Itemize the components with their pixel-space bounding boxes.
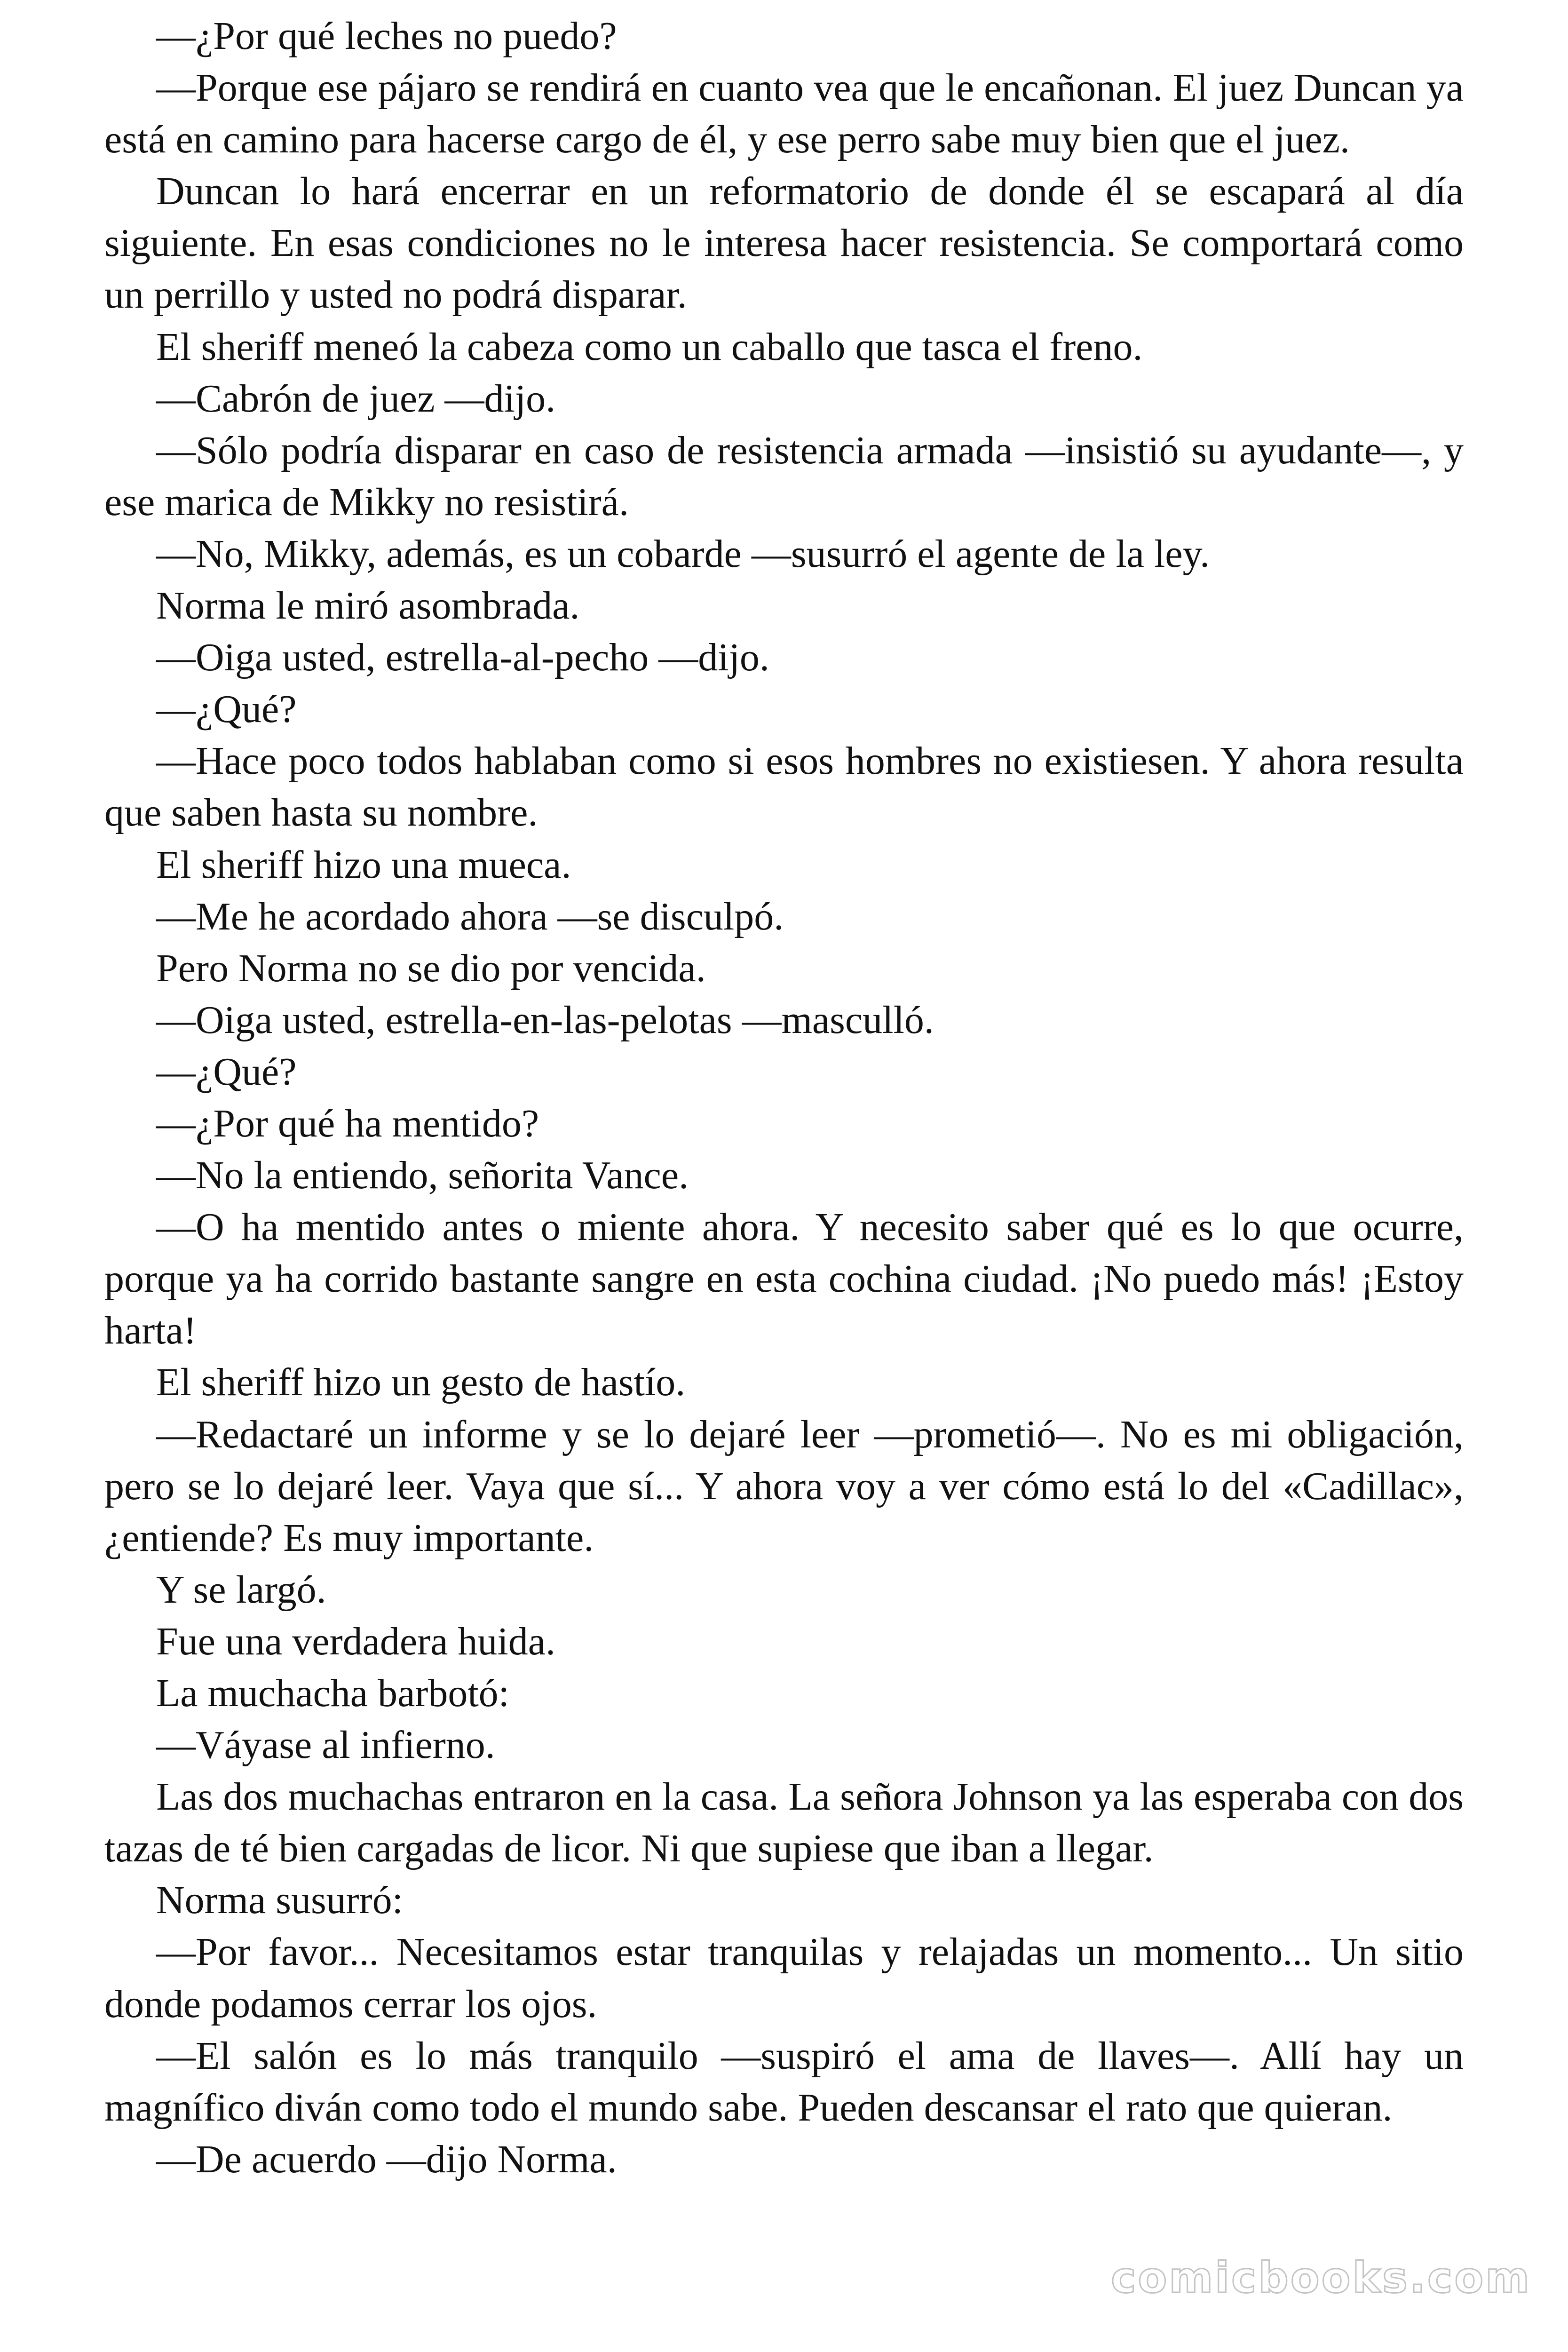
paragraph: —Porque ese pájaro se rendirá en cuanto vea que le encañonan. El juez Duncan ya está en camino para hacerse cargo de él, y ese perro sabe muy bien que el juez. bbox=[104, 66, 1464, 162]
paragraph: —Hace poco todos hablaban como si esos hombres no existiesen. Y ahora resulta que saben hasta su nombre. bbox=[104, 739, 1464, 835]
paragraph: —¿Por qué ha mentido? bbox=[156, 1101, 539, 1145]
page-text bbox=[104, 10, 1464, 2185]
watermark: comicbooks.com bbox=[1111, 2253, 1531, 2303]
paragraph: —Cabrón de juez —dijo. bbox=[156, 376, 556, 421]
paragraph: —Váyase al infierno. bbox=[156, 1723, 495, 1767]
paragraph: El sheriff hizo una mueca. bbox=[156, 842, 571, 887]
paragraph: —Oiga usted, estrella-al-pecho —dijo. bbox=[156, 636, 769, 680]
paragraph: —El salón es lo más tranquilo —suspiró el ama de llaves—. Allí hay un magnífico diván como todo el mundo sabe. Pueden descansar el rato que quieran. bbox=[104, 2034, 1464, 2130]
paragraph: —No la entiendo, señorita Vance. bbox=[156, 1153, 689, 1198]
paragraph: El sheriff meneó la cabeza como un caballo que tasca el freno. bbox=[156, 325, 1143, 369]
paragraph: —O ha mentido antes o miente ahora. Y necesito saber qué es lo que ocurre, porque ya ha corrido bastante sangre en esta cochina ciudad. ¡No puedo más! ¡Estoy harta! bbox=[104, 1205, 1464, 1353]
paragraph: —Oiga usted, estrella-en-las-pelotas —masculló. bbox=[156, 998, 934, 1042]
paragraph: —¿Qué? bbox=[156, 1049, 297, 1094]
paragraph: Norma susurró: bbox=[156, 1878, 403, 1923]
paragraph: Norma le miró asombrada. bbox=[156, 584, 580, 628]
paragraph: —Por favor... Necesitamos estar tranquilas y relajadas un momento... Un sitio donde podamos cerrar los ojos. bbox=[104, 1930, 1464, 2026]
paragraph: —Me he acordado ahora —se disculpó. bbox=[156, 894, 784, 938]
paragraph: —Sólo podría disparar en caso de resistencia armada —insistió su ayudante—, y ese marica de Mikky no resistirá. bbox=[104, 428, 1464, 524]
paragraph: Y se largó. bbox=[156, 1567, 326, 1612]
paragraph: Las dos muchachas entraron en la casa. La señora Johnson ya las esperaba con dos tazas de té bien cargadas de licor. Ni que supiese que iban a llegar. bbox=[104, 1775, 1464, 1871]
paragraph: —No, Mikky, además, es un cobarde —susurró el agente de la ley. bbox=[156, 532, 1210, 576]
paragraph: Duncan lo hará encerrar en un reformatorio de donde él se escapará al día siguiente. En esas condiciones no le interesa hacer resistencia. Se comportará como un perrillo y usted no podrá disparar. bbox=[104, 169, 1464, 317]
paragraph: —¿Qué? bbox=[156, 687, 297, 731]
paragraph: La muchacha barbotó: bbox=[156, 1671, 509, 1715]
paragraph: Fue una verdadera huida. bbox=[156, 1619, 555, 1663]
paragraph: Pero Norma no se dio por vencida. bbox=[156, 946, 706, 990]
paragraph: El sheriff hizo un gesto de hastío. bbox=[156, 1360, 686, 1405]
paragraph: —¿Por qué leches no puedo? bbox=[156, 14, 617, 58]
paragraph: —Redactaré un informe y se lo dejaré leer —prometió—. No es mi obligación, pero se lo dejaré leer. Vaya que sí... Y ahora voy a ver cómo está lo del «Cadillac», ¿entiende? Es muy importante. bbox=[104, 1412, 1464, 1560]
paragraph: —De acuerdo —dijo Norma. bbox=[156, 2137, 617, 2181]
